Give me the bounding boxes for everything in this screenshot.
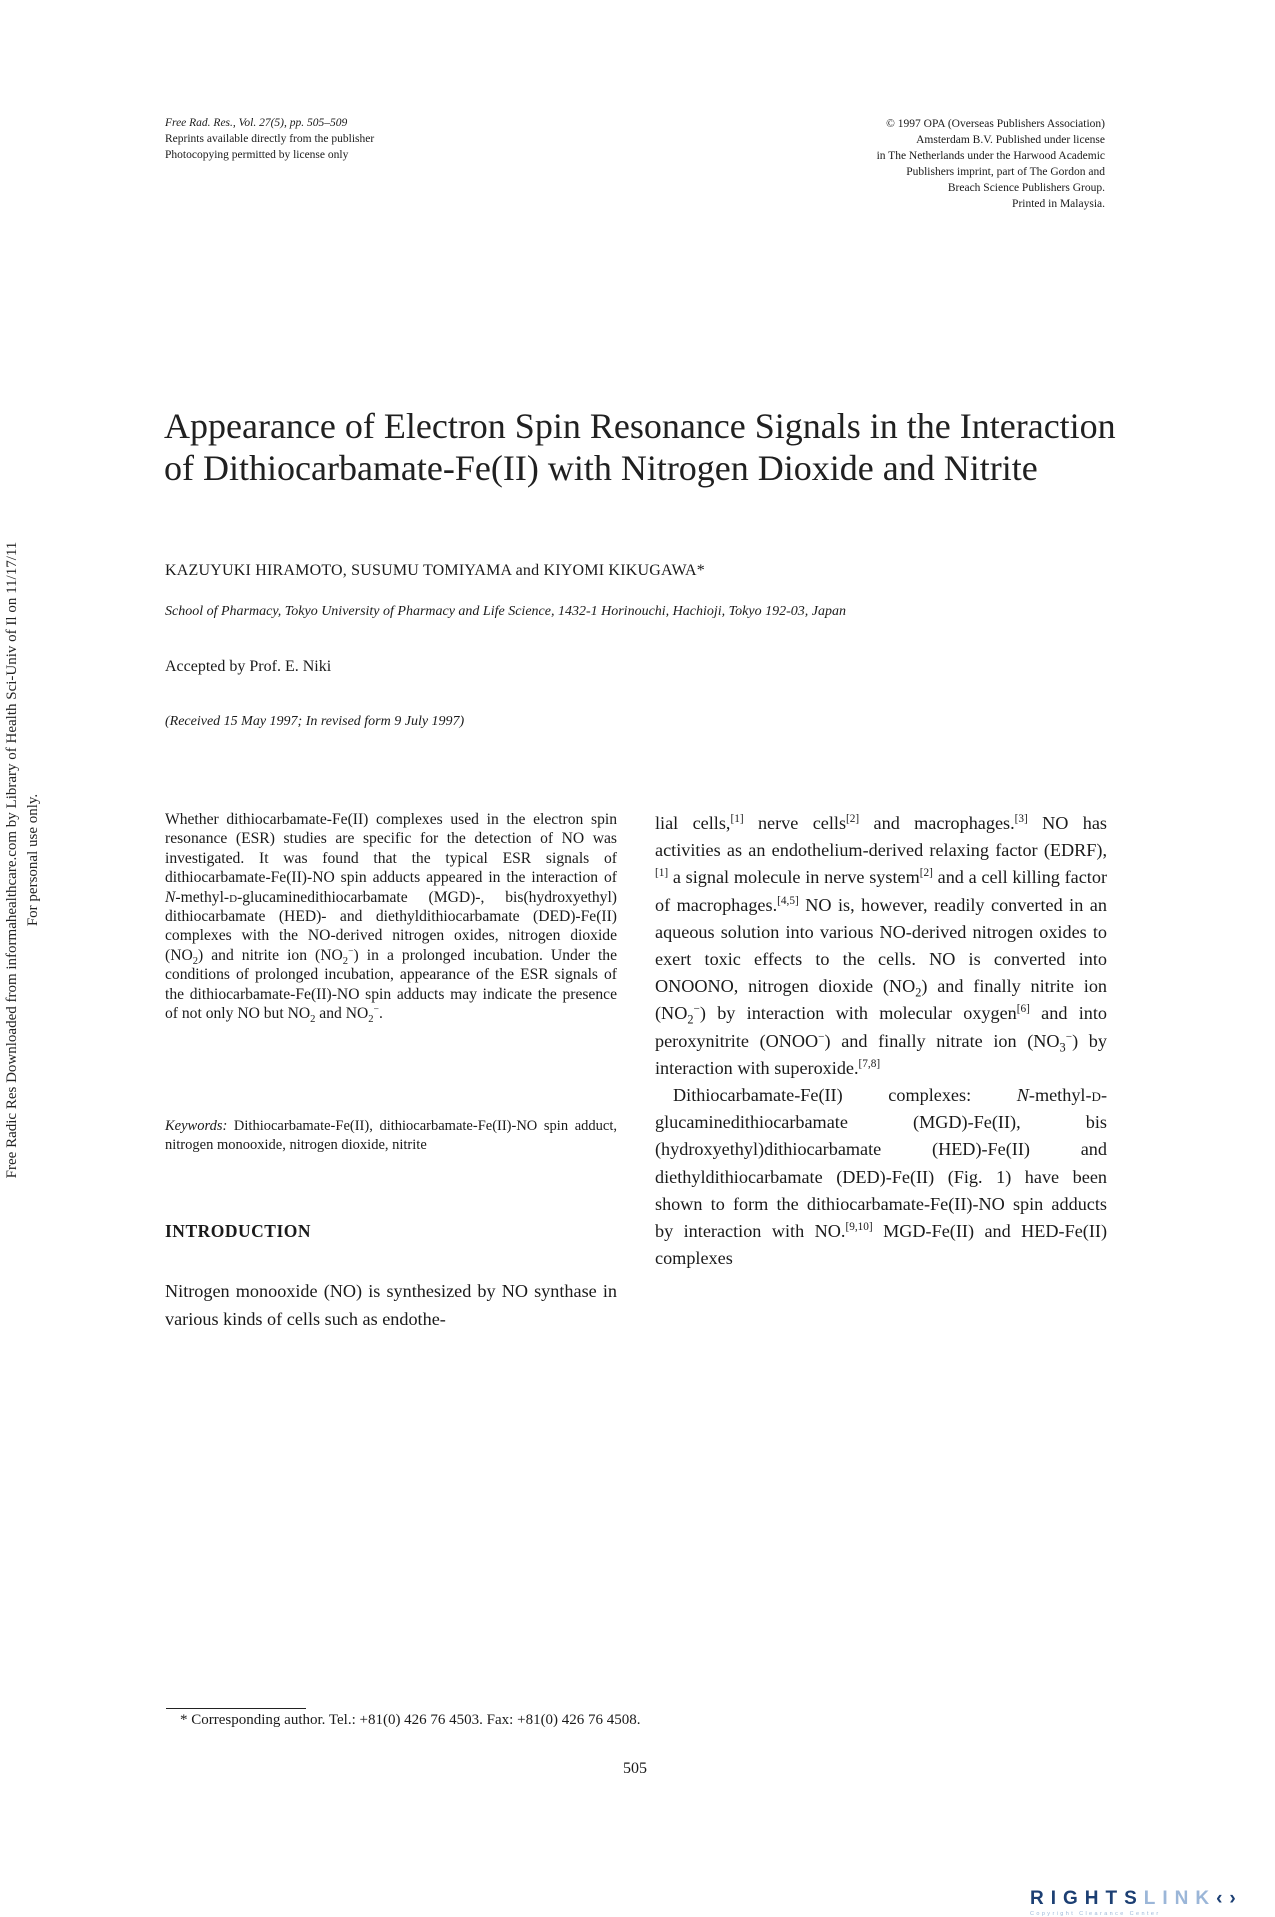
download-watermark — [2, 500, 56, 1220]
journal-citation — [165, 115, 585, 163]
citation-line: Photocopying permitted by license only — [165, 149, 349, 161]
affiliation: School of Pharmacy, Tokyo University of Pharmacy and Life Science, 1432-1 Horinouchi, Hachioji, Tokyo 192-03, Japan — [165, 604, 846, 619]
citation-ref: [3] — [1014, 812, 1028, 825]
copyright-notice — [685, 116, 1105, 212]
citation-line: Reprints available directly from the publisher — [165, 133, 375, 145]
intro-paragraph: Dithiocarbamate-Fe(II) complexes: N-methyl-d-glucaminedithiocarbamate (MGD)-Fe(II), bis (hydroxyethyl)dithiocarbamate (HED)-Fe(II) and diethyldithiocarbamate (DED)-Fe(II) (Fig. 1) have been shown to form the dithiocarbamate-Fe(II)-NO spin adducts by interaction with NO.[9,10] MGD-Fe(II) and HED-Fe(II) complexes — [655, 1085, 1107, 1269]
rightslink-arrow-icon: ‹› — [1216, 1888, 1243, 1909]
copyright-line: Publishers imprint, part of The Gordon and — [906, 166, 1105, 178]
rightslink-subtitle: Copyright Clearance Center — [1030, 1911, 1161, 1917]
citation-ref: [2] — [846, 812, 860, 825]
keywords — [165, 1117, 617, 1155]
copyright-line: in The Netherlands under the Harwood Academic — [876, 150, 1105, 162]
citation-ref: [6] — [1016, 1003, 1030, 1016]
footnote-divider — [166, 1708, 306, 1709]
right-column — [655, 810, 1107, 1272]
citation-ref: [1] — [730, 812, 744, 825]
rightslink-logo[interactable] — [1030, 1888, 1243, 1917]
received-dates: (Received 15 May 1997; In revised form 9 July 1997) — [165, 714, 465, 729]
intro-paragraph: lial cells,[1] nerve cells[2] and macrophages.[3] NO has activities as an endothelium-derived relaxing factor (EDRF),[1] a signal molecule in nerve system[2] and a cell killing factor of macrophages.[4,5] NO is, however, readily converted in an aqueous solution into various NO-derived nitrogen oxides to exert toxic effects to the cells. NO is converted into ONOONO, nitrogen dioxide $(NO_2)$ and finally nitrite ion $(NO_2^-)$ by interaction with molecular oxygen[6] and into peroxynitrite (ONOO−) and finally nitrate ion $(NO_3^-)$ by interaction with superoxide.[7,8] — [655, 812, 1108, 1078]
copyright-line: © 1997 OPA (Overseas Publishers Association) — [886, 118, 1105, 130]
rightslink-dark-text: RIGHTS — [1030, 1888, 1144, 1909]
rightslink-light-text: LINK — [1143, 1888, 1217, 1909]
article-title: Appearance of Electron Spin Resonance Signals in the Interaction of Dithiocarbamate-Fe(II) with Nitrogen Dioxide and Nitrite — [164, 406, 1116, 488]
citation-ref: [9,10] — [845, 1220, 873, 1233]
citation-ref: [2] — [919, 867, 933, 880]
intro-paragraph-left: Nitrogen monooxide (NO) is synthesized by NO synthase in various kinds of cells such as endothe- — [165, 1281, 617, 1329]
accepted-by: Accepted by Prof. E. Niki — [165, 658, 332, 675]
keywords-label: Keywords: — [165, 1118, 228, 1134]
section-heading-introduction: INTRODUCTION — [165, 1221, 312, 1241]
citation-ref: [7,8] — [858, 1057, 881, 1070]
copyright-line: Breach Science Publishers Group. — [947, 182, 1105, 194]
abstract: Whether dithiocarbamate-Fe(II) complexes used in the electron spin resonance (ESR) studies are specific for the detection of NO was investigated. It was found that the typical ESR signals of dithiocarbamate-Fe(II)-NO spin adducts appeared in the interaction of N-methyl-d-glucaminedithiocarbamate (MGD)-, bis(hydroxyethyl) dithiocarbamate (HED)- and diethyldithiocarbamate (DED)-Fe(II) complexes with the NO-derived nitrogen oxides, nitrogen dioxide $(NO_2)$ and nitrite ion $(NO_2^-)$ in a prolonged incubation. Under the conditions of prolonged incubation, appearance of the ESR signals of the dithiocarbamate-Fe(II)-NO spin adducts may indicate the presence of not only NO but $NO_2$ and $NO_2^-$. — [165, 811, 617, 1026]
download-note-line: For personal use only. — [25, 793, 41, 927]
copyright-line: Amsterdam B.V. Published under license — [916, 134, 1105, 146]
author-list: KAZUYUKI HIRAMOTO, SUSUMU TOMIYAMA and KIYOMI KIKUGAWA* — [165, 562, 705, 579]
citation-ref: [1] — [655, 867, 669, 880]
page-number: 505 — [623, 1760, 647, 1777]
citation-ref: [4,5] — [777, 894, 799, 907]
keywords-text: Dithiocarbamate-Fe(II), dithiocarbamate-Fe(II)-NO spin adduct, nitrogen monooxide, nitrogen dioxide, nitrite — [165, 1118, 617, 1153]
copyright-line: Printed in Malaysia. — [1012, 198, 1105, 210]
footnote: * Corresponding author. Tel.: +81(0) 426 76 4503. Fax: +81(0) 426 76 4508. — [180, 1712, 641, 1728]
download-note-line: Free Radic Res Downloaded from informahealthcare.com by Library of Health Sci-Univ of Il on 11/17/11 — [4, 541, 20, 1179]
citation-line: Free Rad. Res., Vol. 27(5), pp. 505–509 — [165, 117, 348, 129]
